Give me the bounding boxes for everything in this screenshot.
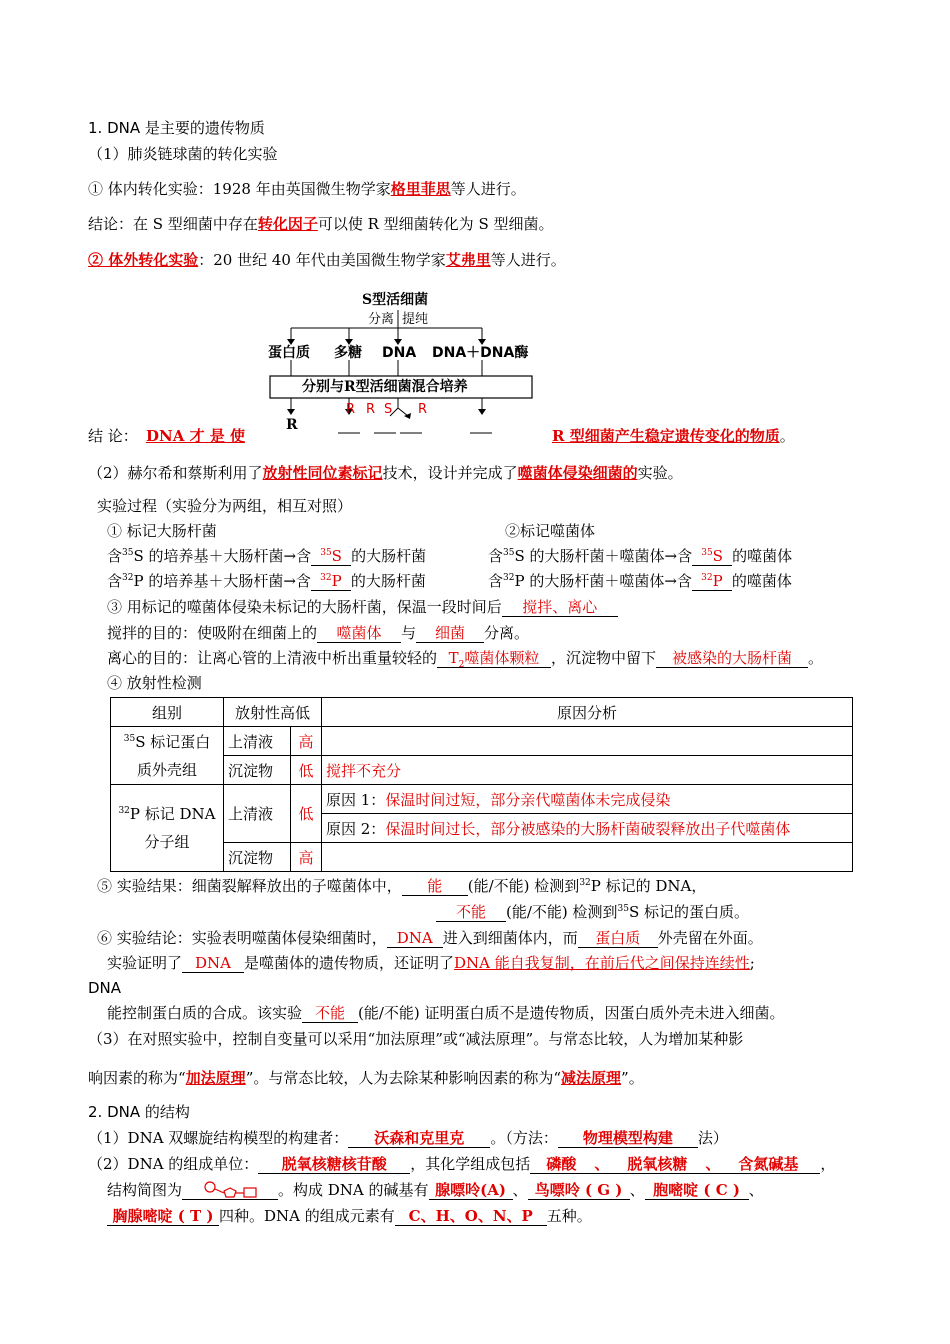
avery-diagram xyxy=(262,290,537,435)
result-line-1: ⑤ 实验结果：细菌裂解释放出的子噬菌体中， 能 (能/不能) 检测到$^{32}$P 标记的 DNA， xyxy=(97,877,707,895)
mark-ecoli: ① 标记大肠杆菌 xyxy=(107,522,217,540)
structure-line-4: 胸腺嘧啶 ( T ) 四种。DNA 的组成元素有 C、H、O、N、P 五种。 xyxy=(107,1206,592,1226)
answer-in-vitro: ② 体外转化实验 xyxy=(88,251,199,269)
stir-purpose: 搅拌的目的：使吸附在细菌上的 噬菌体 与 细菌 分离。 xyxy=(107,624,530,642)
cell-supernatant: 上清液 xyxy=(224,785,291,843)
diagram-dna-dnase: DNA＋DNA酶 xyxy=(432,345,529,361)
answer-griffith: 格里菲思 xyxy=(390,180,451,198)
table-header-row xyxy=(111,698,853,727)
answer-isotope-label: 放射性同位素标记 xyxy=(262,464,383,482)
answer-elements: C、H、O、N、P xyxy=(395,1207,547,1226)
group-p32: $^{32}$P 标记 DNA 分子组 xyxy=(111,785,224,872)
answer-dna-enter: DNA xyxy=(387,929,443,948)
answer-dna-replication: DNA 能自我复制，在前后代之间保持连续性 xyxy=(454,954,750,972)
mark-line-p: 含$^{32}$P 的培养基＋大肠杆菌→含 $^{32}$P 的大肠杆菌 xyxy=(107,572,426,590)
answer-protein-coat: 蛋白质 xyxy=(578,929,658,948)
cell-reason: 原因 2：保温时间过长，部分被感染的大肠杆菌破裂释放出子代噬菌体 xyxy=(322,814,853,843)
answer-p-ecoli: $^{32}$P xyxy=(311,572,351,591)
in-vivo-line: ① 体内转化实验：1928 年由英国微生物学家格里菲思等人进行。 xyxy=(88,180,526,198)
structure-line-2: （2）DNA 的组成单位： 脱氧核糖核苷酸 ，其化学组成包括 磷酸 、 脱氧核糖 、 含氮碱基 ， xyxy=(88,1155,836,1173)
cell-reason xyxy=(322,727,853,756)
conclusion-line-1: ⑥ 实验结论：实验表明噬菌体侵染细菌时， DNA 进入到细菌体内，而 蛋白质 外壳留在外面。 xyxy=(97,929,763,947)
answer-can: 能 xyxy=(402,877,468,896)
mark-line-s-phage: 含$^{35}$S 的大肠杆菌＋噬菌体→含 $^{35}$S 的噬菌体 xyxy=(488,547,793,565)
answer-avery: 艾弗里 xyxy=(445,251,491,269)
diagram-red-s: S xyxy=(384,402,393,417)
answer-s-phage: $^{35}$S xyxy=(692,547,732,566)
structure-line-3: 结构简图为 。构成 DNA 的碱基有 腺嘌呤(A) 、 鸟嘌呤 ( G ) 、 胞嘧啶 ( C ) 、 xyxy=(107,1181,764,1199)
radioactivity-table xyxy=(110,697,853,872)
cell-sediment: 沉淀物 xyxy=(224,843,291,872)
table-row xyxy=(111,727,853,756)
answer-cannot-prove: 不能 xyxy=(302,1004,358,1023)
hershey-chase-line: （2）赫尔希和蔡斯利用了放射性同位素标记技术，设计并完成了噬菌体侵染细菌的实验。 xyxy=(88,464,683,482)
structure-line-1: （1）DNA 双螺旋结构模型的构建者： 沃森和克里克 。（方法： 物理模型构建 法） xyxy=(88,1129,728,1147)
answer-phage: 噬菌体 xyxy=(317,624,401,643)
answer-adenine: 腺嘌呤(A) xyxy=(429,1181,513,1200)
answer-transforming-factor: 转化因子 xyxy=(257,215,318,233)
header-analysis: 原因分析 xyxy=(322,698,853,727)
diagram-s-bacteria: S型活细菌 xyxy=(362,292,429,308)
conclusion-dna-word: DNA xyxy=(88,979,122,997)
diagram-polysaccharide: 多糖 xyxy=(334,345,362,361)
in-vitro-line: ② 体外转化实验：20 世纪 40 年代由美国微生物学家艾弗里等人进行。 xyxy=(88,251,566,269)
answer-nucleotide: 脱氧核糖核苷酸 xyxy=(258,1155,410,1174)
answer-subtraction: 减法原理 xyxy=(561,1069,622,1087)
cell-reason xyxy=(322,843,853,872)
diagram-separate: 分离 xyxy=(368,312,395,327)
step-3: ③ 用标记的噬菌体侵染未标记的大肠杆菌，保温一段时间后 搅拌、离心 xyxy=(107,597,618,617)
diagram-culture-box: 分别与R型活细菌混合培养 xyxy=(302,379,468,395)
cell-value: 低 xyxy=(291,785,322,843)
answer-physical-model: 物理模型构建 xyxy=(558,1129,698,1148)
cell-reason: 原因 1：保温时间过短，部分亲代噬菌体未完成侵染 xyxy=(322,785,853,814)
answer-phage-infection: 噬菌体侵染细菌的 xyxy=(517,464,638,482)
answer-cytosine: 胞嘧啶 ( C ) xyxy=(645,1181,749,1200)
cell-value: 高 xyxy=(291,843,322,872)
answer-thymine: 胸腺嘧啶 ( T ) xyxy=(107,1207,219,1226)
cell-value: 低 xyxy=(291,756,322,785)
cell-reason: 搅拌不充分 xyxy=(322,756,853,785)
conclusion-line-2: 实验证明了 DNA 是噬菌体的遗传物质，还证明了DNA 能自我复制，在前后代之间保持连续性; xyxy=(107,954,755,972)
group-s35: $^{35}$S 标记蛋白 质外壳组 xyxy=(111,727,224,785)
conclusion-2-label: 结 论： xyxy=(88,427,138,445)
conclusion-1: 结论：在 S 型细菌中存在转化因子可以使 R 型细菌转化为 S 型细菌。 xyxy=(88,215,554,233)
answer-composition: 磷酸 、 脱氧核糖 、 含氮碱基 xyxy=(530,1155,820,1174)
section-1-heading: 1. DNA 是主要的遗传物质 xyxy=(88,119,265,137)
header-level: 放射性高低 xyxy=(224,698,322,727)
answer-dna-genetic: DNA xyxy=(182,954,244,973)
answer-infected-ecoli: 被感染的大肠杆菌 xyxy=(656,649,808,668)
cell-value: 高 xyxy=(291,727,322,756)
nucleotide-icon xyxy=(182,1181,278,1199)
diagram-protein: 蛋白质 xyxy=(268,345,310,361)
answer-watson-crick: 沃森和克里克 xyxy=(348,1129,490,1148)
diagram-purify: 提纯 xyxy=(402,312,429,327)
cell-supernatant: 上清液 xyxy=(224,727,291,756)
conclusion-2-answer-2-wrap: R 型细菌产生稳定遗传变化的物质。 xyxy=(552,427,795,445)
step-4: ④ 放射性检测 xyxy=(107,674,202,692)
result-line-2: 不能 (能/不能) 检测到$^{35}$S 标记的蛋白质。 xyxy=(436,902,749,922)
answer-stir-centrifuge: 搅拌、离心 xyxy=(502,598,618,617)
answer-t2-phage: $T_2$噬菌体颗粒 xyxy=(437,649,551,668)
control-principle-2: 响因素的称为“加法原理”。与常态比较，人为去除某种影响因素的称为“减法原理”。 xyxy=(88,1069,644,1087)
diagram-dna: DNA xyxy=(382,345,417,361)
diagram-result-r: R xyxy=(286,417,298,433)
nucleotide-diagram xyxy=(182,1181,278,1200)
answer-p-phage: $^{32}$P xyxy=(692,572,732,591)
header-group: 组别 xyxy=(111,698,224,727)
conclusion-2-answer-1: DNA 才 是 使 xyxy=(146,427,246,445)
answer-s-ecoli: $^{35}$S xyxy=(311,547,351,566)
section-2-heading: 2. DNA 的结构 xyxy=(88,1103,190,1121)
mark-line-p-phage: 含$^{32}$P 的大肠杆菌＋噬菌体→含 $^{32}$P 的噬菌体 xyxy=(488,572,792,590)
cell-sediment: 沉淀物 xyxy=(224,756,291,785)
table-row xyxy=(111,785,853,814)
centrifuge-purpose: 离心的目的：让离心管的上清液中析出重量较轻的 $T_2$噬菌体颗粒 ，沉淀物中留下 被感染的大肠杆菌 。 xyxy=(107,649,824,670)
conclusion-line-3: 能控制蛋白质的合成。该实验 不能 (能/不能) 证明蛋白质不是遗传物质，因蛋白质外壳未进入细菌。 xyxy=(107,1004,785,1022)
answer-guanine: 鸟嘌呤 ( G ) xyxy=(528,1181,630,1200)
answer-addition: 加法原理 xyxy=(185,1069,246,1087)
process-title: 实验过程（实验分为两组，相互对照） xyxy=(97,497,353,515)
diagram-red-r1: R xyxy=(346,402,356,417)
answer-cannot: 不能 xyxy=(436,903,506,922)
conclusion-2-answer-2: R 型细菌产生稳定遗传变化的物质 xyxy=(552,427,780,445)
section-1-sub-1: （1）肺炎链球菌的转化实验 xyxy=(88,145,278,163)
diagram-red-r3: R xyxy=(418,402,428,417)
control-principle-1: （3）在对照实验中，控制自变量可以采用“加法原理”或“减法原理”。与常态比较，人为增加某种影 xyxy=(88,1030,744,1048)
mark-phage: ②标记噬菌体 xyxy=(505,522,596,540)
diagram-red-r2: R xyxy=(366,402,376,417)
answer-bacteria: 细菌 xyxy=(416,624,484,643)
mark-line-s: 含$^{35}$S 的培养基＋大肠杆菌→含 $^{35}$S 的大肠杆菌 xyxy=(107,547,427,565)
